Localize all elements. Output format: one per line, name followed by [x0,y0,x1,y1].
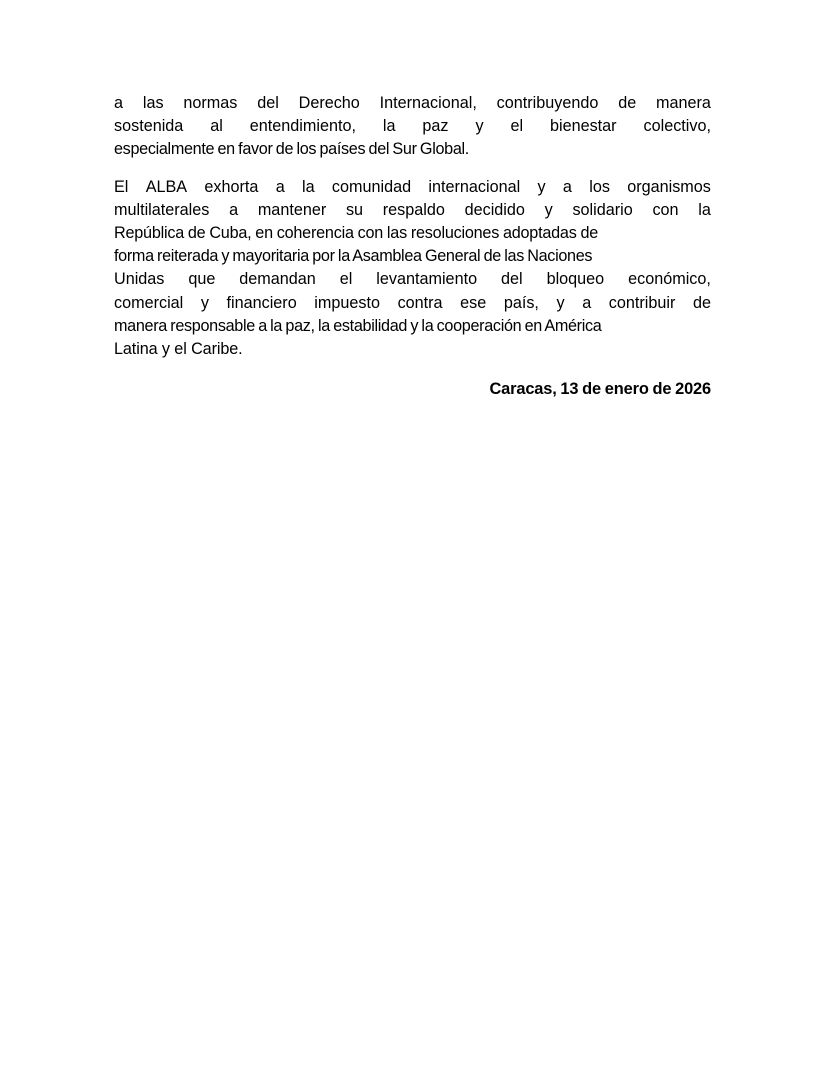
text-line: forma reiterada y mayoritaria por la Asamblea General de las Naciones [114,247,593,266]
line-word: internacional [428,177,521,196]
line-word: colectivo, [643,117,711,136]
line-word: de [618,94,637,112]
line-word: ALBA [145,177,188,196]
text-line [114,92,711,115]
line-word: levantamiento [376,270,478,289]
line-word: y [556,293,565,312]
line-word: de [692,293,711,312]
line-word: su [345,200,364,219]
line-word: contribuir [608,293,676,312]
line-word: del [501,270,523,289]
line-word: a [114,94,124,112]
line-word: financiero [226,293,297,312]
line-word: a [229,200,239,219]
text-line [114,199,711,222]
line-word: ese [460,293,487,312]
line-word: a [582,293,592,312]
line-word: a [275,177,285,196]
line-word: bienestar [549,117,617,136]
line-word: comercial [114,293,184,312]
line-word: organismos [627,177,711,196]
line-word: contra [397,293,443,312]
line-word: el [339,270,353,289]
line-word: decidido [464,200,525,219]
line-word: sostenida [114,117,184,136]
line-word: que [188,270,216,289]
line-word: entendimiento, [249,117,356,136]
line-word: Derecho [298,94,360,112]
line-word: y [200,293,209,312]
line-word: Unidas [114,270,165,289]
line-word: mantener [257,200,327,219]
text-line [114,268,711,291]
line-word: manera [656,94,711,112]
line-word: El [114,177,129,196]
line-word: multilaterales [114,200,210,219]
line-word: la [698,200,711,219]
line-word: solidario [572,200,633,219]
text-line [114,292,711,315]
line-word: la [302,177,315,196]
text-line [114,115,711,138]
text-line: especialmente en favor de los países del Sur Global. [114,140,469,159]
line-word: respaldo [382,200,445,219]
line-word: bloqueo [546,270,605,289]
line-word: económico, [628,270,711,289]
line-word: Internacional, [379,94,477,112]
line-word: país, [503,293,539,312]
signature-place-date: Caracas, 13 de enero de 2026 [489,380,711,398]
line-word: demandan [239,270,316,289]
line-word: impuesto [314,293,380,312]
text-line: Latina y el Caribe. [114,339,243,358]
line-word: y [475,117,484,136]
document-body [114,92,711,361]
text-line [114,176,711,199]
line-word: contribuyendo [496,94,599,112]
line-word: las [142,94,164,112]
text-line: República de Cuba, en coherencia con las resoluciones adoptadas de [114,223,599,242]
line-word: al [210,117,223,136]
line-word: y [537,177,546,196]
line-word: paz [422,117,449,136]
line-word: los [589,177,610,196]
line-word: a [562,177,572,196]
line-word: comunidad [331,177,412,196]
line-word: normas [183,94,238,112]
line-word: el [510,117,524,136]
line-word: la [382,117,396,136]
text-line: manera responsable a la paz, la estabilidad y la cooperación en América [114,316,602,335]
line-word: exhorta [204,177,259,196]
line-word: del [257,94,279,112]
paragraph-continuation [114,92,711,162]
paragraph-alba-exhortation [114,176,711,362]
line-word: y [544,200,553,219]
line-word: con [652,200,679,219]
